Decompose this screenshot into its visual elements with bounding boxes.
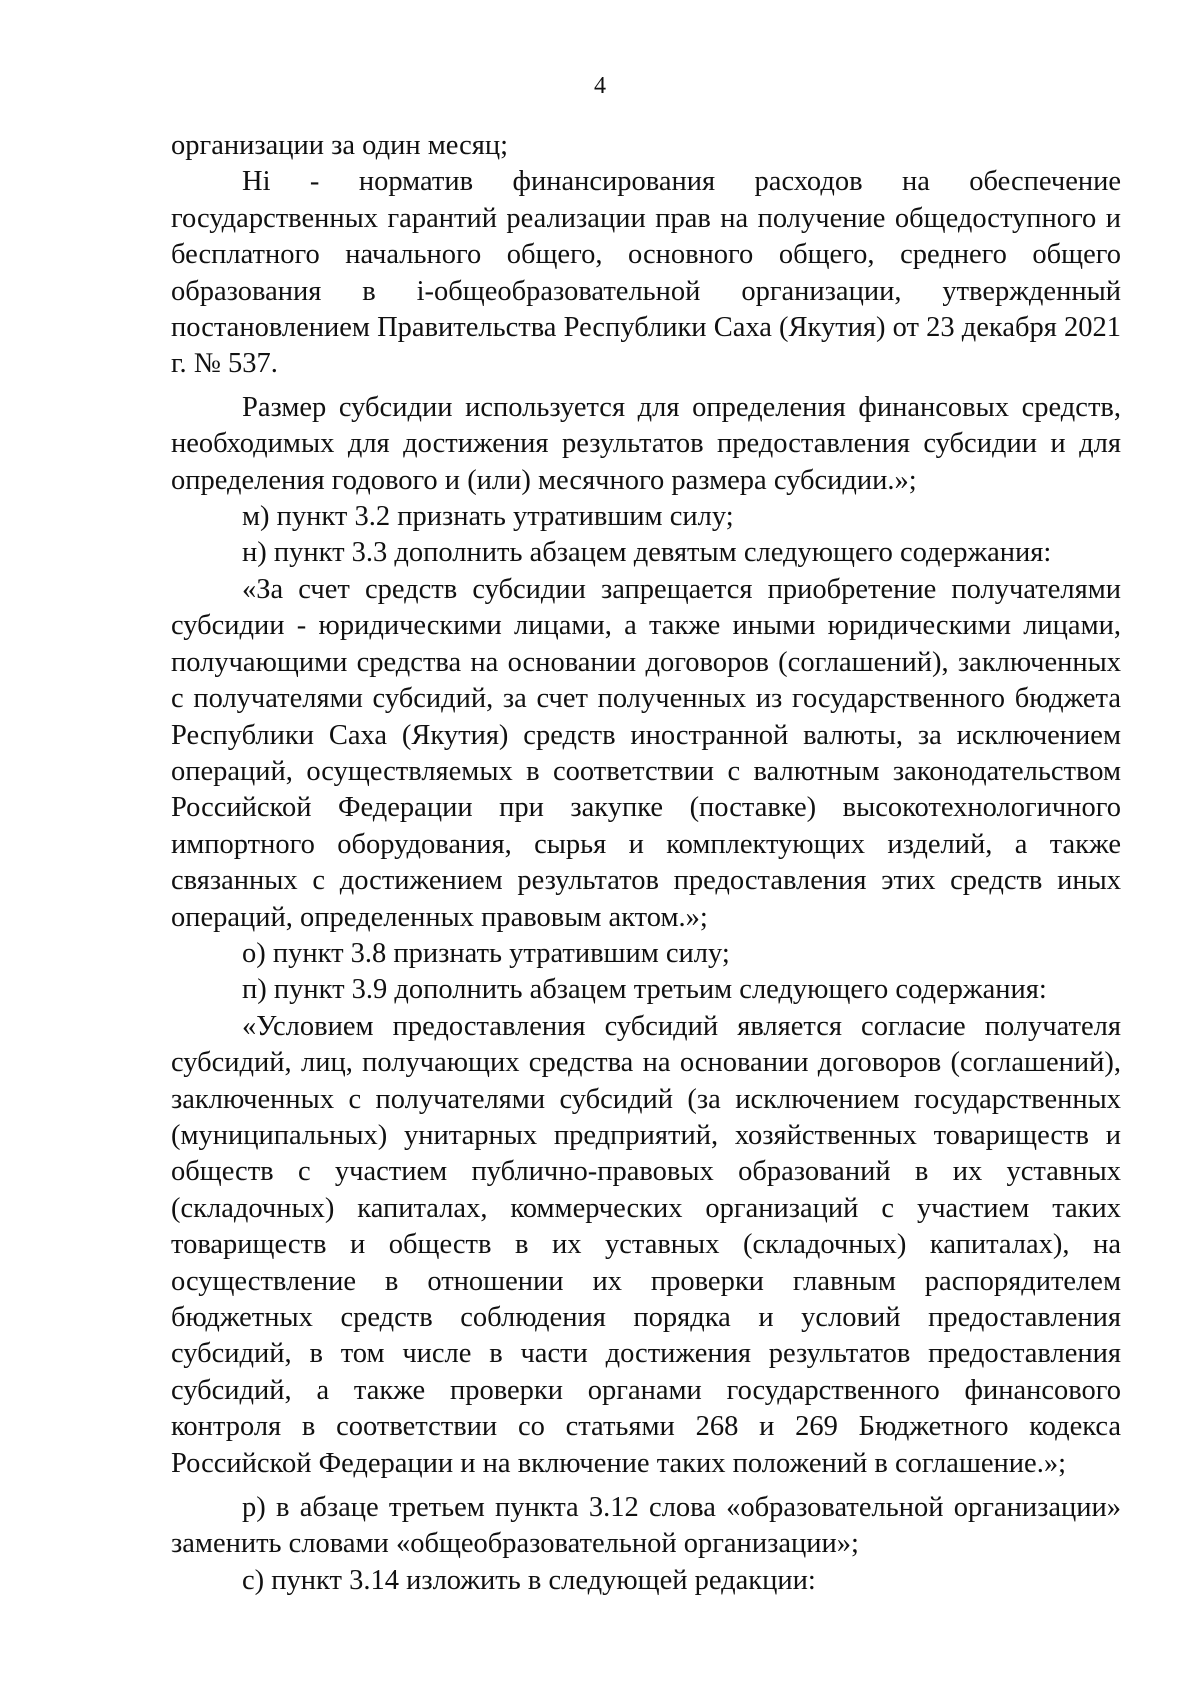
- paragraph-continuation: организации за один месяц;: [171, 130, 509, 161]
- document-body: [171, 128, 1121, 1599]
- paragraph-item-n: н) пункт 3.3 дополнить абзацем девятым следующего содержания:: [242, 537, 1052, 569]
- paragraph-subsidy-condition: «Условием предоставления субсидий является согласие получателя субсидий, лиц, получающих средства на основании договоров (соглашений), заключенных с получателями субсидий (за исключением государственных (муниципальных) унитарных предприятий, хозяйственных товариществ и обществ с участием публично-правовых образований в их уставных (складочных) капиталах, коммерческих организаций с участием таких товариществ и обществ в их уставных (складочных) капиталах), на осуществление в отношении их проверки главным распорядителем бюджетных средств соблюдения порядка и условий предоставления субсидий, в том числе в части достижения результатов предоставления субсидий, а также проверки органами государственного финансового контроля в соответствии со статьями 268 и 269 Бюджетного кодекса Российской Федерации и на включение таких положений в соглашение.»;: [171, 1010, 1121, 1479]
- paragraph-subsidy-size: Размер субсидии используется для определения финансовых средств, необходимых для достижения результатов предоставления субсидии и для определения годового и (или) месячного размера субсидии.»;: [171, 391, 1121, 496]
- paragraph-item-r: р) в абзаце третьем пункта 3.12 слова «образовательной организации» заменить словами «общеобразовательной организации»;: [171, 1492, 1121, 1560]
- paragraph-item-p: п) пункт 3.9 дополнить абзацем третьим следующего содержания:: [242, 974, 1047, 1006]
- paragraph-item-s: с) пункт 3.14 изложить в следующей редакции:: [242, 1564, 816, 1596]
- paragraph-item-m: м) пункт 3.2 признать утратившим силу;: [242, 501, 734, 533]
- paragraph-item-o: о) пункт 3.8 признать утратившим силу;: [242, 937, 730, 969]
- paragraph-hi-definition: Hi - норматив финансирования расходов на обеспечение государственных гарантий реализации прав на получение общедоступного и бесплатного начального общего, основного общего, среднего общего образования в i-общеобразовательной организации, утвержденный постановлением Правительства Республики Саха (Якутия) от 23 декабря 2021 г. № 537.: [171, 166, 1121, 380]
- paragraph-currency-prohibition: «За счет средств субсидии запрещается приобретение получателями субсидии - юридическими лицами, а также иными юридическими лицами, получающими средства на основании договоров (соглашений), заключенных с получателями субсидий, за счет полученных из государственного бюджета Республики Саха (Якутия) средств иностранной валюты, за исключением операций, осуществляемых в соответствии с валютным законодательством Российской Федерации при закупке (поставке) высокотехнологичного импортного оборудования, сырья и комплектующих изделий, а также связанных с достижением результатов предоставления этих средств иных операций, определенных правовым актом.»;: [171, 573, 1121, 933]
- page-number: 4: [594, 73, 606, 99]
